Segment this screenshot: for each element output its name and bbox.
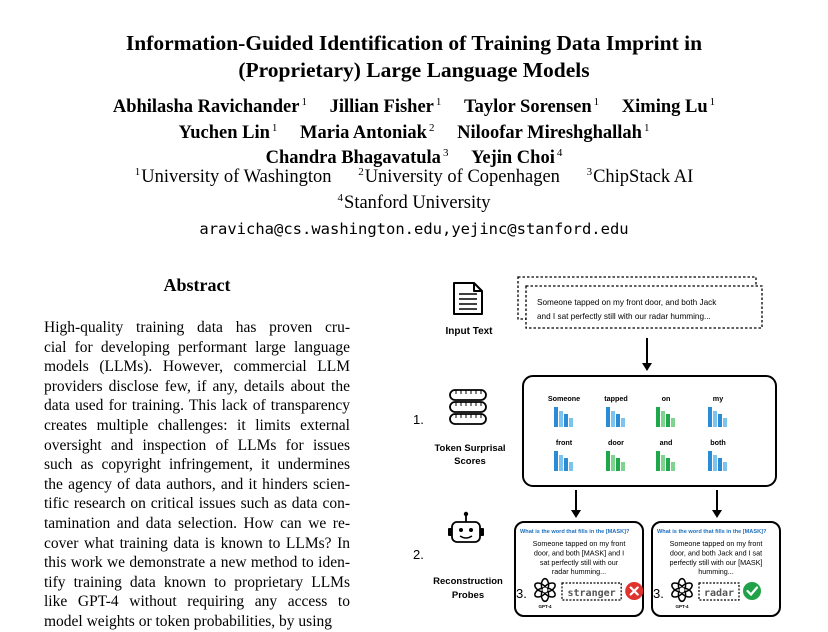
surprisal-bar	[554, 451, 558, 471]
flow-arrow	[571, 490, 581, 518]
author: Niloofar Mireshghallah $^1$	[457, 121, 650, 143]
surprisal-bar	[671, 418, 675, 427]
abstract-text	[44, 318, 350, 632]
method-figure	[400, 270, 800, 628]
probe-text-line: Someone tapped on my front	[669, 539, 763, 548]
token-label: front	[555, 438, 573, 447]
surprisal-bar	[611, 455, 615, 471]
surprisal-bar	[616, 414, 620, 427]
title-line: Information-Guided Identification of Training Data Imprint in	[125, 31, 703, 55]
surprisal-bar	[621, 418, 625, 427]
flow-arrow	[712, 490, 722, 518]
abstract-line: cover what training data is known to LLMs? In	[44, 534, 350, 552]
answer-text: stranger	[567, 588, 616, 599]
step2-label: Probes	[451, 590, 485, 601]
surprisal-bar	[564, 458, 568, 471]
abstract-line: tific research on critical issues such as data con-	[44, 495, 350, 513]
input-text-box	[526, 286, 762, 328]
probe-text-line: perfectly still with our [MASK]	[669, 557, 763, 567]
surprisal-bar	[708, 407, 712, 427]
abstract-line: model weights or token probabilities, by using	[44, 612, 333, 630]
step-number: 3.	[653, 586, 664, 601]
affiliation: $^1$University of Washington	[134, 166, 332, 187]
abstract-line: providers disclose few, if any, details about the	[44, 377, 350, 395]
abstract-line: creates multiple challenges: it limits external	[44, 416, 350, 434]
token-label: tapped	[604, 394, 628, 403]
surprisal-bar	[611, 411, 615, 427]
author: Jillian Fisher $^1$	[329, 96, 442, 117]
abstract-line: such as copyright infringement, it undermines	[44, 456, 350, 474]
surprisal-bar	[564, 414, 568, 427]
flow-arrow	[642, 338, 652, 371]
model-label: GPT-4	[538, 604, 552, 609]
surprisal-bar	[621, 462, 625, 471]
check-icon	[743, 582, 761, 600]
paper-title	[0, 30, 828, 84]
probe-text-line: door, and both [MASK] and I	[533, 548, 625, 558]
author-list	[0, 96, 828, 173]
abstract-line: data used for training. This lack of transparency	[44, 397, 350, 415]
probe-card	[652, 522, 780, 616]
surprisal-bar	[666, 414, 670, 427]
author: Chandra Bhagavatula $^3$	[265, 147, 449, 168]
surprisal-bar	[661, 455, 665, 471]
token-label: both	[710, 438, 726, 447]
surprisal-bar	[713, 411, 717, 427]
affiliation: $^2$University of Copenhagen	[358, 166, 560, 187]
token-label: door	[608, 438, 624, 447]
cross-icon	[625, 582, 643, 600]
token-label: Someone	[547, 394, 581, 403]
abstract-line: the agency of data authors, and it hinders scien-	[44, 475, 350, 493]
surprisal-bar	[569, 462, 573, 471]
surprisal-bar	[723, 418, 727, 427]
surprisal-bar	[606, 407, 610, 427]
surprisal-bar	[713, 455, 717, 471]
surprisal-bar	[708, 451, 712, 471]
token-label: my	[712, 394, 724, 403]
author: Yejin Choi $^4$	[471, 147, 563, 168]
contact-email[interactable]: aravicha@cs.washington.edu,yejinc@stanford.edu	[199, 220, 629, 238]
surprisal-bar	[718, 414, 722, 427]
surprisal-bar	[656, 451, 660, 471]
abstract-line: this work we demonstrate a new method to iden-	[44, 554, 350, 572]
surprisal-bar	[569, 418, 573, 427]
input-text-label: Input Text	[445, 326, 493, 337]
author: Taylor Sorensen $^1$	[464, 96, 600, 117]
surprisal-bar	[666, 458, 670, 471]
probe-text-line: door, and both Jack and I sat	[669, 548, 763, 558]
surprisal-bar	[661, 411, 665, 427]
author: Ximing Lu $^1$	[621, 96, 716, 117]
affiliation: $^4$Stanford University	[337, 191, 491, 213]
abstract-line: cial for developing performant large language	[44, 338, 350, 356]
step1-label: Scores	[454, 456, 486, 467]
robot-icon	[448, 512, 484, 542]
probe-text-line: radar humming...	[551, 567, 607, 577]
abstract-line: models (LLMs). However, commercial LLM	[44, 358, 350, 376]
step2-label: Reconstruction	[433, 576, 503, 587]
input-text-line: Someone tapped on my front door, and both Jack	[537, 298, 717, 307]
author: Maria Antoniak $^2$	[300, 121, 435, 143]
input-text-line: and I sat perfectly still with our radar humming...	[537, 312, 711, 321]
abstract-line: tamination and data selection. How can we re-	[44, 514, 350, 532]
measuring-tape-icon	[450, 390, 486, 424]
answer-text: radar	[703, 588, 735, 599]
probe-card	[515, 522, 643, 616]
title-line: (Proprietary) Large Language Models	[238, 58, 590, 82]
abstract-heading: Abstract	[163, 275, 231, 295]
document-icon	[454, 283, 482, 314]
probe-text-line: humming...	[698, 567, 734, 577]
step-number: 1.	[413, 412, 424, 427]
surprisal-bar	[554, 407, 558, 427]
probe-question: What is the word that fills in the [MASK]?	[657, 529, 767, 535]
probe-text-line: Someone tapped on my front	[532, 539, 626, 548]
step-number: 3.	[516, 586, 527, 601]
surprisal-bar	[723, 462, 727, 471]
abstract-line: High-quality training data has proven cru-	[44, 319, 350, 336]
affiliation-list	[0, 166, 828, 217]
affiliation: $^3$ChipStack AI	[586, 166, 694, 187]
probe-question: What is the word that fills in the [MASK]?	[520, 529, 630, 535]
surprisal-bar	[559, 455, 563, 471]
surprisal-bar	[559, 411, 563, 427]
abstract-line: tify training data known to proprietary LLMs	[44, 573, 350, 591]
surprisal-bar	[616, 458, 620, 471]
surprisal-bar	[671, 462, 675, 471]
model-label: GPT-4	[675, 604, 689, 609]
surprisal-bar	[718, 458, 722, 471]
probe-text-line: sat perfectly still with our	[539, 557, 619, 567]
abstract-line: like GPT-4 without requiring any access to	[44, 593, 350, 611]
surprisal-bar	[606, 451, 610, 471]
step1-label: Token Surprisal	[434, 443, 506, 454]
token-label: on	[661, 394, 671, 403]
token-label: and	[659, 438, 673, 447]
author: Yuchen Lin $^1$	[178, 121, 278, 143]
abstract-line: oversight and inspection of LLMs for issues	[44, 436, 350, 454]
surprisal-bar	[656, 407, 660, 427]
step-number: 2.	[413, 547, 424, 562]
author: Abhilasha Ravichander $^1$	[112, 96, 307, 117]
